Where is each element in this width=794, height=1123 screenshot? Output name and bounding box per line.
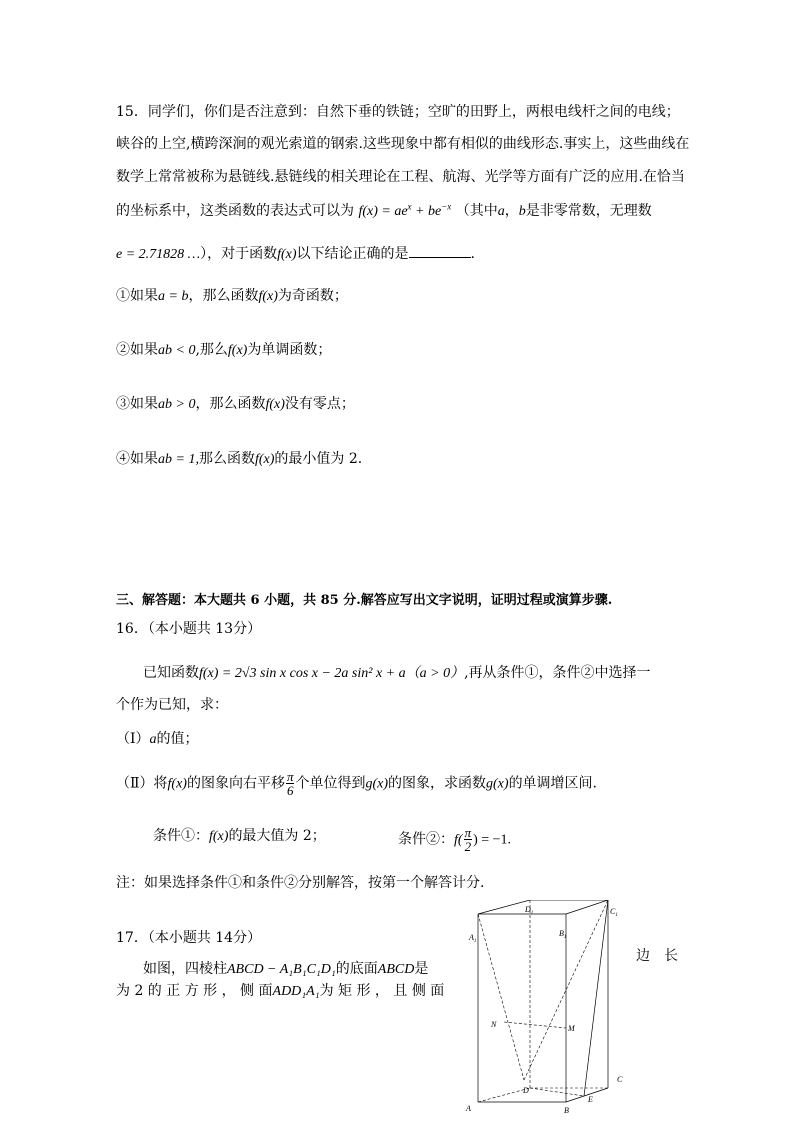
pi-over-2: $\frac{\pi}{2}$ (464, 825, 472, 854)
q16-title: 16．（本小题共 13分） (116, 621, 262, 637)
answer-blank[interactable] (409, 243, 471, 258)
q16-condition-1: 条件①：f(x)的最大值为 2； (153, 828, 326, 844)
q16-part-1: （Ⅰ）a的值； (116, 731, 199, 747)
label-a: A (466, 1104, 471, 1113)
q16-line-1: 已知函数f(x) = 2√3 sin x cos x − 2a sin² x + a（a > 0）,再从条件①，条件②中选择一 (143, 665, 651, 681)
label-n: N (491, 1020, 497, 1029)
q15-option-1: ①如果a = b，那么函数f(x)为奇函数； (116, 288, 348, 304)
label-c1: $C_1$ (610, 907, 618, 918)
q15-line-2: 峡谷的上空,横跨深涧的观光索道的钢索.这些现象中都有相似的曲线形态.事实上，这些曲线在 (116, 136, 690, 152)
q16-part-2: （Ⅱ）将f(x)的图象向右平移 $\frac{\pi}{6}$ 个单位得到g(x)的图象，求函数g(x)的单调增区间. (116, 769, 598, 798)
q15-option-2: ②如果ab < 0,那么f(x)为单调函数； (116, 342, 332, 358)
q15-line-4: 的坐标系中，这类函数的表达式可以为 $f(x) = ae^x + be^{-x}$ （其中a，b是非零常数，无理数 (116, 201, 652, 219)
label-c: C (617, 1075, 623, 1084)
q17-title: 17．（本小题共 14分） (116, 930, 262, 946)
label-m: M (568, 1024, 575, 1033)
section-3-heading: 三、解答题：本大题共 6 小题，共 85 分.解答应写出文字说明，证明过程或演算步骤. (116, 593, 613, 608)
catenary-formula: $f(x) = ae^x + be^{-x}$ (358, 201, 452, 219)
edge-nm-hidden (504, 1022, 566, 1028)
edge-b1c1 (566, 900, 608, 914)
q15-option-4: ④如果ab = 1,那么函数f(x)的最小值为 2. (116, 451, 363, 467)
q16-line-2: 个作为已知，求： (116, 697, 228, 713)
edge-a1d1 (478, 900, 530, 914)
prism-figure (456, 900, 656, 1123)
edge-ec1 (584, 900, 608, 1096)
label-d: D (523, 1086, 529, 1095)
q15-line-5: e = 2.71828 …），对于函数f(x)以下结论正确的是 . (116, 243, 475, 265)
q17-line-2: 为 2 的 正 方 形 ， 侧 面ADD₁A₁为 矩 形 ， 且 侧 面 (116, 983, 445, 999)
edge-de-hidden (530, 1088, 584, 1096)
edge-a1d-hidden (478, 914, 524, 1080)
label-a1: $A_1$ (469, 933, 477, 944)
q15-line-3: 数学上常常被称为悬链线.悬链线的相关理论在工程、航海、光学等方面有广泛的应用.在恰当 (116, 169, 685, 185)
q15-option-3: ③如果ab > 0，那么函数f(x)没有零点； (116, 396, 355, 412)
q16-note: 注：如果选择条件①和条件②分别解答，按第一个解答计分. (116, 875, 485, 891)
e-constant: e = 2.71828 … (116, 247, 201, 262)
edge-bc (566, 1088, 608, 1102)
q15-line-1: 15．同学们，你们是否注意到：自然下垂的铁链；空旷的田野上，两根电线杆之间的电线； (116, 104, 680, 120)
q17-line-1-tail: 边 长 (636, 948, 678, 964)
q15-line-4-text: 的坐标系中，这类函数的表达式可以为 (116, 203, 354, 219)
q16-function: f(x) = 2√3 sin x cos x − 2a sin² x + a (199, 666, 406, 681)
q16-condition-2: 条件②：f( $\frac{\pi}{2}$ ) = −1. (398, 825, 512, 854)
pi-over-6: $\frac{\pi}{6}$ (286, 769, 294, 798)
label-e: E (588, 1095, 593, 1104)
q17-line-1: 如图，四棱柱ABCD − A₁B₁C₁D₁的底面ABCD是 (143, 961, 429, 977)
label-b1: $B_1$ (559, 929, 567, 940)
label-d1: $D_1$ (525, 905, 534, 916)
label-b: B (564, 1106, 569, 1115)
